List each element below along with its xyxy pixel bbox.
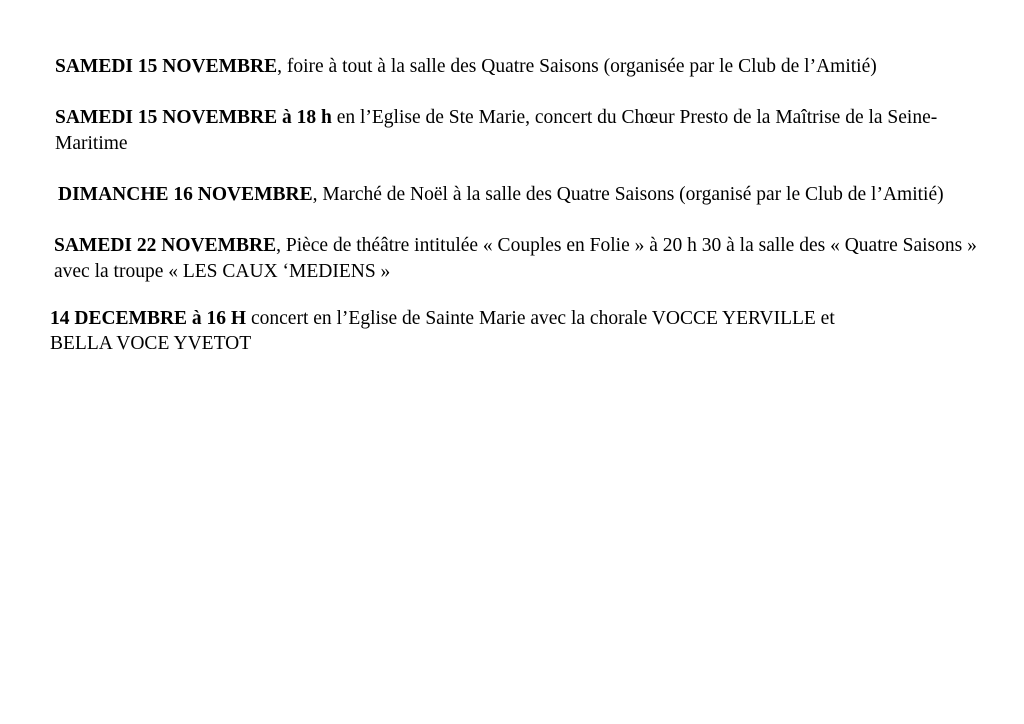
event-description: , Marché de Noël à la salle des Quatre Saisons (organisé par le Club de l’Amitié) xyxy=(312,184,944,206)
event-description: concert en l’Eglise de Sainte Marie avec la chorale VOCCE YERVILLE et xyxy=(246,308,835,330)
event-description: en l’Eglise de Ste Marie, concert du Chœur Presto de la Maîtrise de la Seine-Maritime xyxy=(55,107,938,154)
event-entry xyxy=(55,54,994,79)
event-entry xyxy=(50,306,994,357)
event-description: , foire à tout à la salle des Quatre Saisons (organisée par le Club de l’Amitié) xyxy=(277,56,877,77)
event-date-label: DIMANCHE 16 NOVEMBRE xyxy=(58,184,313,206)
event-description-line2: avec la troupe « LES CAUX ‘MEDIENS » xyxy=(54,260,391,282)
event-date-label: SAMEDI 15 NOVEMBRE xyxy=(55,56,278,77)
event-entry xyxy=(54,233,994,284)
event-date-label: SAMEDI 15 NOVEMBRE à 18 h xyxy=(55,107,332,129)
event-date-label: SAMEDI 22 NOVEMBRE xyxy=(54,235,277,257)
event-entry xyxy=(55,105,994,156)
event-description-line2: BELLA VOCE YVETOT xyxy=(50,333,252,355)
event-description: , Pièce de théâtre intitulée « Couples en Folie » à 20 h 30 à la salle des « Quatre Saisons » xyxy=(276,235,977,257)
event-entry xyxy=(58,182,994,207)
event-date-label: 14 DECEMBRE à 16 H xyxy=(50,308,247,330)
